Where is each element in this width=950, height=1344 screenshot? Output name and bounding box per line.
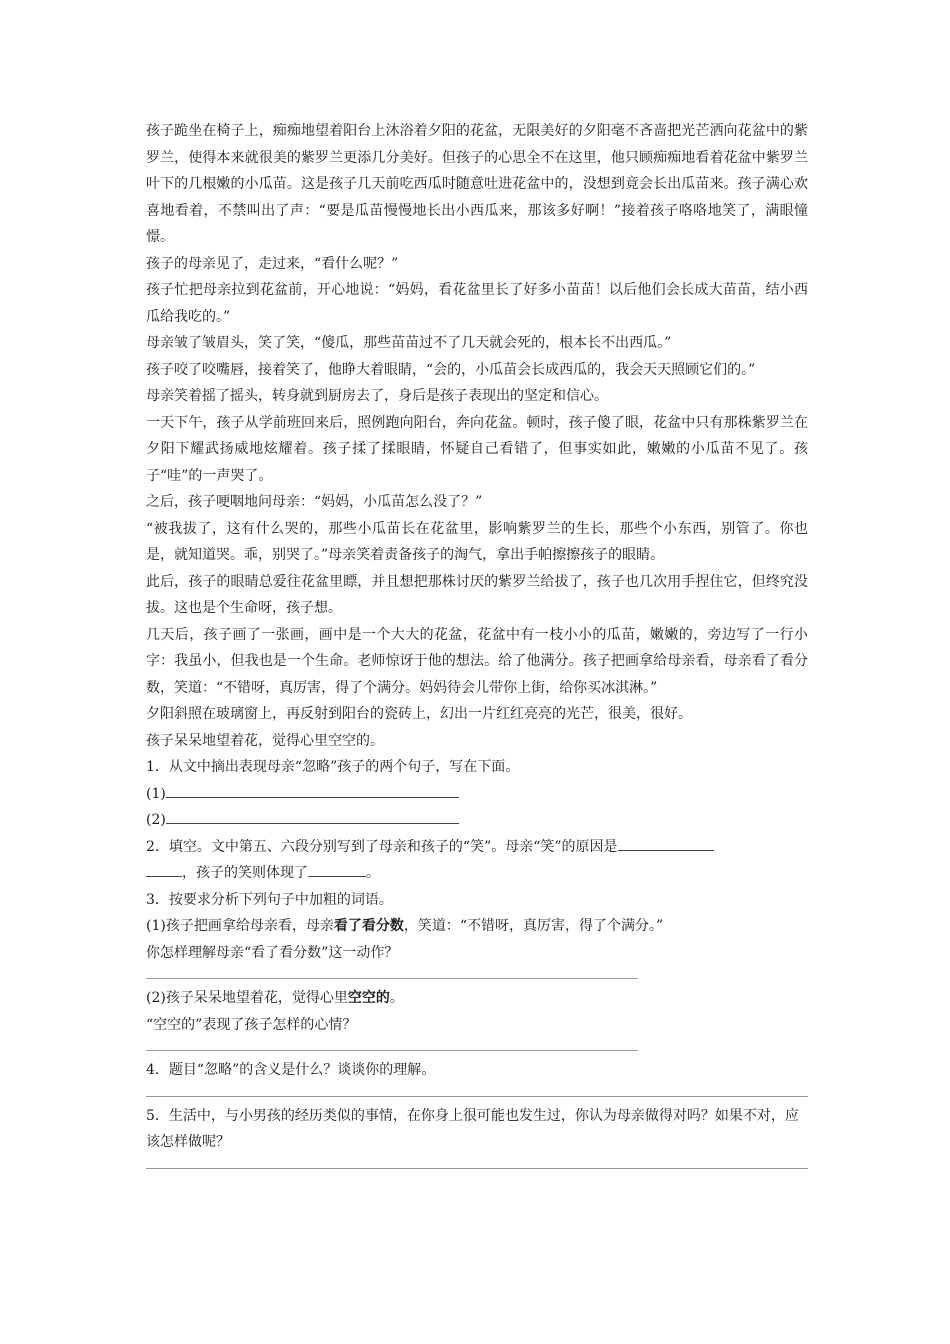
story-paragraph: 几天后，孩子画了一张画，画中是一个大大的花盆，花盆中有一枝小小的瓜苗，嫩嫩的，旁边写了一行小字：我虽小，但我也是一个生命。老师惊讶于他的想法。给了他满分。孩子把画拿给母亲看，母亲看了看分数，笑道：“不错呀，真厉害，得了个满分。妈妈待会儿带你上街，给你买冰淇淋。”	[146, 626, 808, 696]
story-paragraph: “被我拔了，这有什么哭的，那些小瓜苗长在花盆里，影响紫罗兰的生长，那些个小东西，别管了。你也是，就知道哭。乖，别哭了。”母亲笑着责备孩子的淘气，拿出手帕擦擦孩子的眼睛。	[146, 520, 808, 563]
sub-question-1	[146, 913, 808, 940]
question-text: 3．按要求分析下列句子中加粗的词语。	[146, 891, 393, 908]
answer-label: (2)	[146, 812, 166, 828]
spacer	[146, 1038, 808, 1050]
bold-phrase: 空空的	[347, 990, 390, 1006]
question-3	[146, 887, 808, 1058]
story-paragraph: 孩子忙把母亲拉到花盆前，开心地说：“妈妈，看花盆里长了好多小苗苗！以后他们会长成大苗苗，结小西瓜给我吃的。”	[146, 282, 808, 325]
spacer	[146, 1156, 808, 1168]
sentence-part: (1)孩子把画拿给母亲看，母亲	[146, 918, 334, 934]
sentence-part: 。	[389, 990, 404, 1006]
story-paragraph: 孩子咬了咬嘴唇，接着笑了，他睁大着眼睛，“会的，小瓜苗会长成西瓜的，我会天天照顾它们的。”	[146, 361, 756, 378]
answer-label: (1)	[146, 785, 166, 802]
question-text-part: ，孩子的笑则体现了	[182, 865, 308, 881]
fill-blank[interactable]	[618, 836, 714, 851]
story-paragraph: 夕阳斜照在玻璃窗上，再反射到阳台的瓷砖上，幻出一片红红亮亮的光芒，很美，很好。	[146, 706, 692, 722]
sub-question-prompt: “空空的”表现了孩子怎样的心情？	[146, 1016, 357, 1033]
fill-blank[interactable]	[146, 862, 182, 877]
story-paragraph: 一天下午，孩子从学前班回来后，照例跑向阳台，奔向花盆。顿时，孩子傻了眼，花盆中只有那株紫罗兰在夕阳下耀武扬威地炫耀着。孩子揉了揉眼睛，怀疑自己看错了，但事实如此，嫩嫩的小瓜苗不见了。孩子“哇”的一声哭了。	[146, 414, 808, 484]
story-paragraph: 此后，孩子的眼睛总爱往花盆里瞟，并且想把那株讨厌的紫罗兰给拔了，孩子也几次用手捏住它，但终究没拔。这也是个生命呀，孩子想。	[146, 573, 808, 616]
fill-blank[interactable]	[308, 862, 366, 877]
question-text: 5．生活中，与小男孩的经历类似的事情，在你身上很可能也发生过，你认为母亲做得对吗？如果不对，应该怎样做呢？	[146, 1107, 799, 1150]
answer-line[interactable]	[146, 1168, 808, 1169]
question-text-part: 2．填空。文中第五、六段分别写到了母亲和孩子的“笑”。母亲“笑”的原因是	[146, 838, 618, 855]
question-text-part: 。	[366, 865, 380, 881]
story-paragraph: 孩子跪坐在椅子上，痴痴地望着阳台上沐浴着夕阳的花盆，无限美好的夕阳毫不吝啬把光芒洒向花盆中的紫罗兰，使得本来就很美的紫罗兰更添几分美好。但孩子的心思全不在这里，他只顾痴痴地看着花盆中紫罗兰叶下的几根嫩的小瓜苗。这是孩子几天前吃西瓜时随意吐进花盆中的，没想到竟会长出瓜苗来。孩子满心欢喜地看着，不禁叫出了声：“要是瓜苗慢慢地长出小西瓜来，那该多好啊！”接着孩子咯咯地笑了，满眼憧憬。	[146, 123, 808, 245]
story-text	[146, 118, 808, 754]
spacer	[146, 966, 808, 978]
question-1	[146, 754, 808, 834]
question-5	[146, 1103, 808, 1169]
question-4	[146, 1057, 808, 1103]
answer-row-1	[146, 781, 808, 808]
bold-phrase: 看了看分数	[333, 918, 404, 934]
question-text: 1．从文中摘出表现母亲“忽略”孩子的两个句子，写在下面。	[146, 759, 520, 775]
question-text	[146, 834, 808, 887]
question-text: 4．题目“忽略”的含义是什么？谈谈你的理解。	[146, 1062, 436, 1078]
story-paragraph: 母亲皱了皱眉头，笑了笑，“傻瓜，那些苗苗过不了几天就会死的，根本长不出西瓜。”	[146, 335, 672, 351]
story-paragraph: 孩子呆呆地望着花，觉得心里空空的。	[146, 732, 384, 749]
sub-question-2	[146, 985, 808, 1012]
sentence-part: (2)孩子呆呆地望着花，觉得心里	[146, 990, 348, 1006]
sentence-part: ，笑道：“不错呀，真厉害，得了个满分。”	[403, 918, 664, 934]
story-paragraph: 母亲笑着摇了摇头，转身就到厨房去了，身后是孩子表现出的坚定和信心。	[146, 388, 608, 404]
answer-blank[interactable]	[166, 809, 459, 824]
answer-row-2	[146, 807, 808, 834]
story-paragraph: 孩子的母亲见了，走过来，“看什么呢？”	[146, 255, 399, 272]
question-2	[146, 834, 808, 887]
sub-question-prompt: 你怎样理解母亲“看了看分数”这一动作？	[146, 944, 399, 961]
document-body	[146, 118, 808, 1169]
spacer	[146, 1084, 808, 1096]
story-paragraph: 之后，孩子哽咽地问母亲：“妈妈，小瓜苗怎么没了？”	[146, 494, 483, 510]
answer-blank[interactable]	[166, 783, 459, 798]
